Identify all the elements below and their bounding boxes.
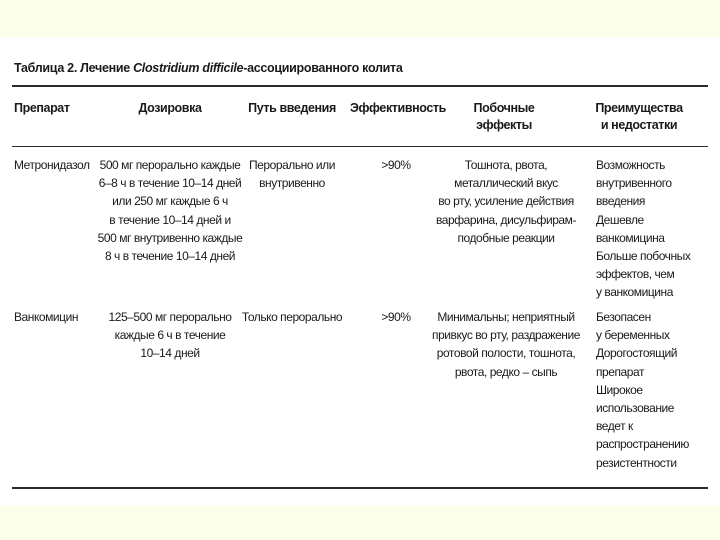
rule-top [12, 85, 708, 87]
table-page [0, 37, 720, 505]
row1-dose: 500 мг перорально каждые 6–8 ч в течение 10–14 дней или 250 мг каждые 6 ч в течение 10–14 дней и 500 мг внутривенно каждые 8 ч в течение 10–14 дней [97, 158, 243, 264]
header-dose: Дозировка [138, 101, 202, 115]
row2-efficacy: >90% [381, 310, 411, 324]
header-efficacy: Эффективность [350, 101, 446, 115]
rule-bottom [12, 487, 708, 489]
row1-route: Перорально или внутривенно [249, 158, 335, 191]
caption-prefix: Таблица 2. Лечение [14, 61, 134, 75]
caption-suffix: -ассоциированного колита [243, 61, 403, 75]
header-side-effects: Побочные эффекты [473, 101, 535, 132]
row1-efficacy: >90% [381, 158, 411, 172]
row1-pros-cons: Возможность внутривенного введения Дешевле ванкомицина Больше побочных эффектов, чем у ванкомицина [596, 158, 691, 300]
row2-dose: 125–500 мг перорально каждые 6 ч в течение 10–14 дней [108, 310, 232, 361]
row2-route: Только перорально [241, 310, 343, 324]
row1-drug: Метронидазол [14, 158, 90, 172]
caption-organism: Clostridium difficile [133, 61, 244, 75]
row2-pros-cons: Безопасен у беременных Дорогостоящий препарат Широкое использование ведет к распространению резистентности [596, 310, 689, 470]
row2-side-effects: Минимальны; неприятный привкус во рту, раздражение ротовой полости, тошнота, рвота, редко – сыпь [432, 310, 580, 379]
header-pros-cons: Преимущества и недостатки [595, 101, 683, 132]
rule-header [12, 146, 708, 147]
row1-side-effects: Тошнота, рвота, металлический вкус во рту, усиление действия варфарина, дисульфирам- подобные реакции [436, 158, 576, 245]
header-route: Путь введения [248, 101, 336, 115]
table-caption [14, 61, 402, 75]
row2-drug: Ванкомицин [14, 310, 79, 324]
header-drug: Препарат [14, 101, 70, 115]
